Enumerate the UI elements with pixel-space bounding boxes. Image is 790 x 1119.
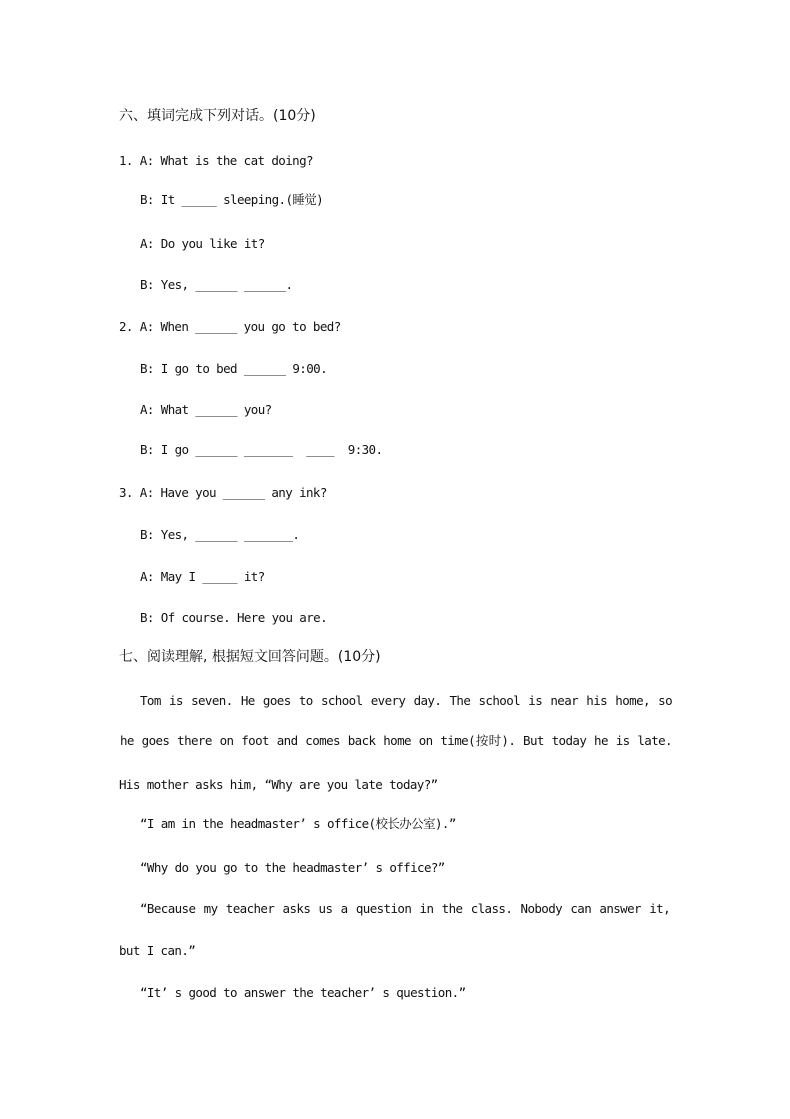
q1-b-line: B: It _____ sleeping.(睡觉)	[140, 192, 324, 207]
q2-a-line: 2. A: When ______ you go to bed?	[119, 319, 341, 334]
dialogue-line-5: “It’ s good to answer the teacher’ s question.”	[140, 985, 466, 1000]
q3-b2-line: B: Of course. Here you are.	[140, 610, 327, 625]
q1-b2-line: B: Yes, ______ ______.	[140, 277, 293, 292]
dialogue-line-4: but I can.”	[119, 943, 196, 958]
section-7-heading: 七、阅读理解, 根据短文回答问题。(10分)	[119, 649, 381, 665]
passage-line-3: His mother asks him, “Why are you late today?”	[119, 777, 438, 792]
dialogue-line-2: “Why do you go to the headmaster’ s office?”	[140, 860, 445, 875]
passage-line-1: Tom is seven. He goes to school every day. The school is near his home, so	[140, 693, 672, 708]
dialogue-line-3: “Because my teacher asks us a question in the class. Nobody can answer it,	[140, 901, 670, 916]
q1-a2-line: A: Do you like it?	[140, 236, 265, 251]
q2-a2-line: A: What ______ you?	[140, 402, 272, 417]
q1-a-line: 1. A: What is the cat doing?	[119, 153, 313, 168]
q3-a2-line: A: May I _____ it?	[140, 569, 265, 584]
passage-line-2: he goes there on foot and comes back home on time(按时). But today he is late.	[120, 733, 672, 748]
q2-b2-line: B: I go ______ _______ ____ 9:30.	[140, 442, 383, 457]
section-6-heading: 六、填词完成下列对话。(10分)	[119, 108, 316, 124]
dialogue-line-1: “I am in the headmaster’ s office(校长办公室).”	[140, 816, 456, 831]
q3-a-line: 3. A: Have you ______ any ink?	[119, 485, 327, 500]
q3-b-line: B: Yes, ______ _______.	[140, 527, 300, 542]
q2-b-line: B: I go to bed ______ 9:00.	[140, 361, 327, 376]
